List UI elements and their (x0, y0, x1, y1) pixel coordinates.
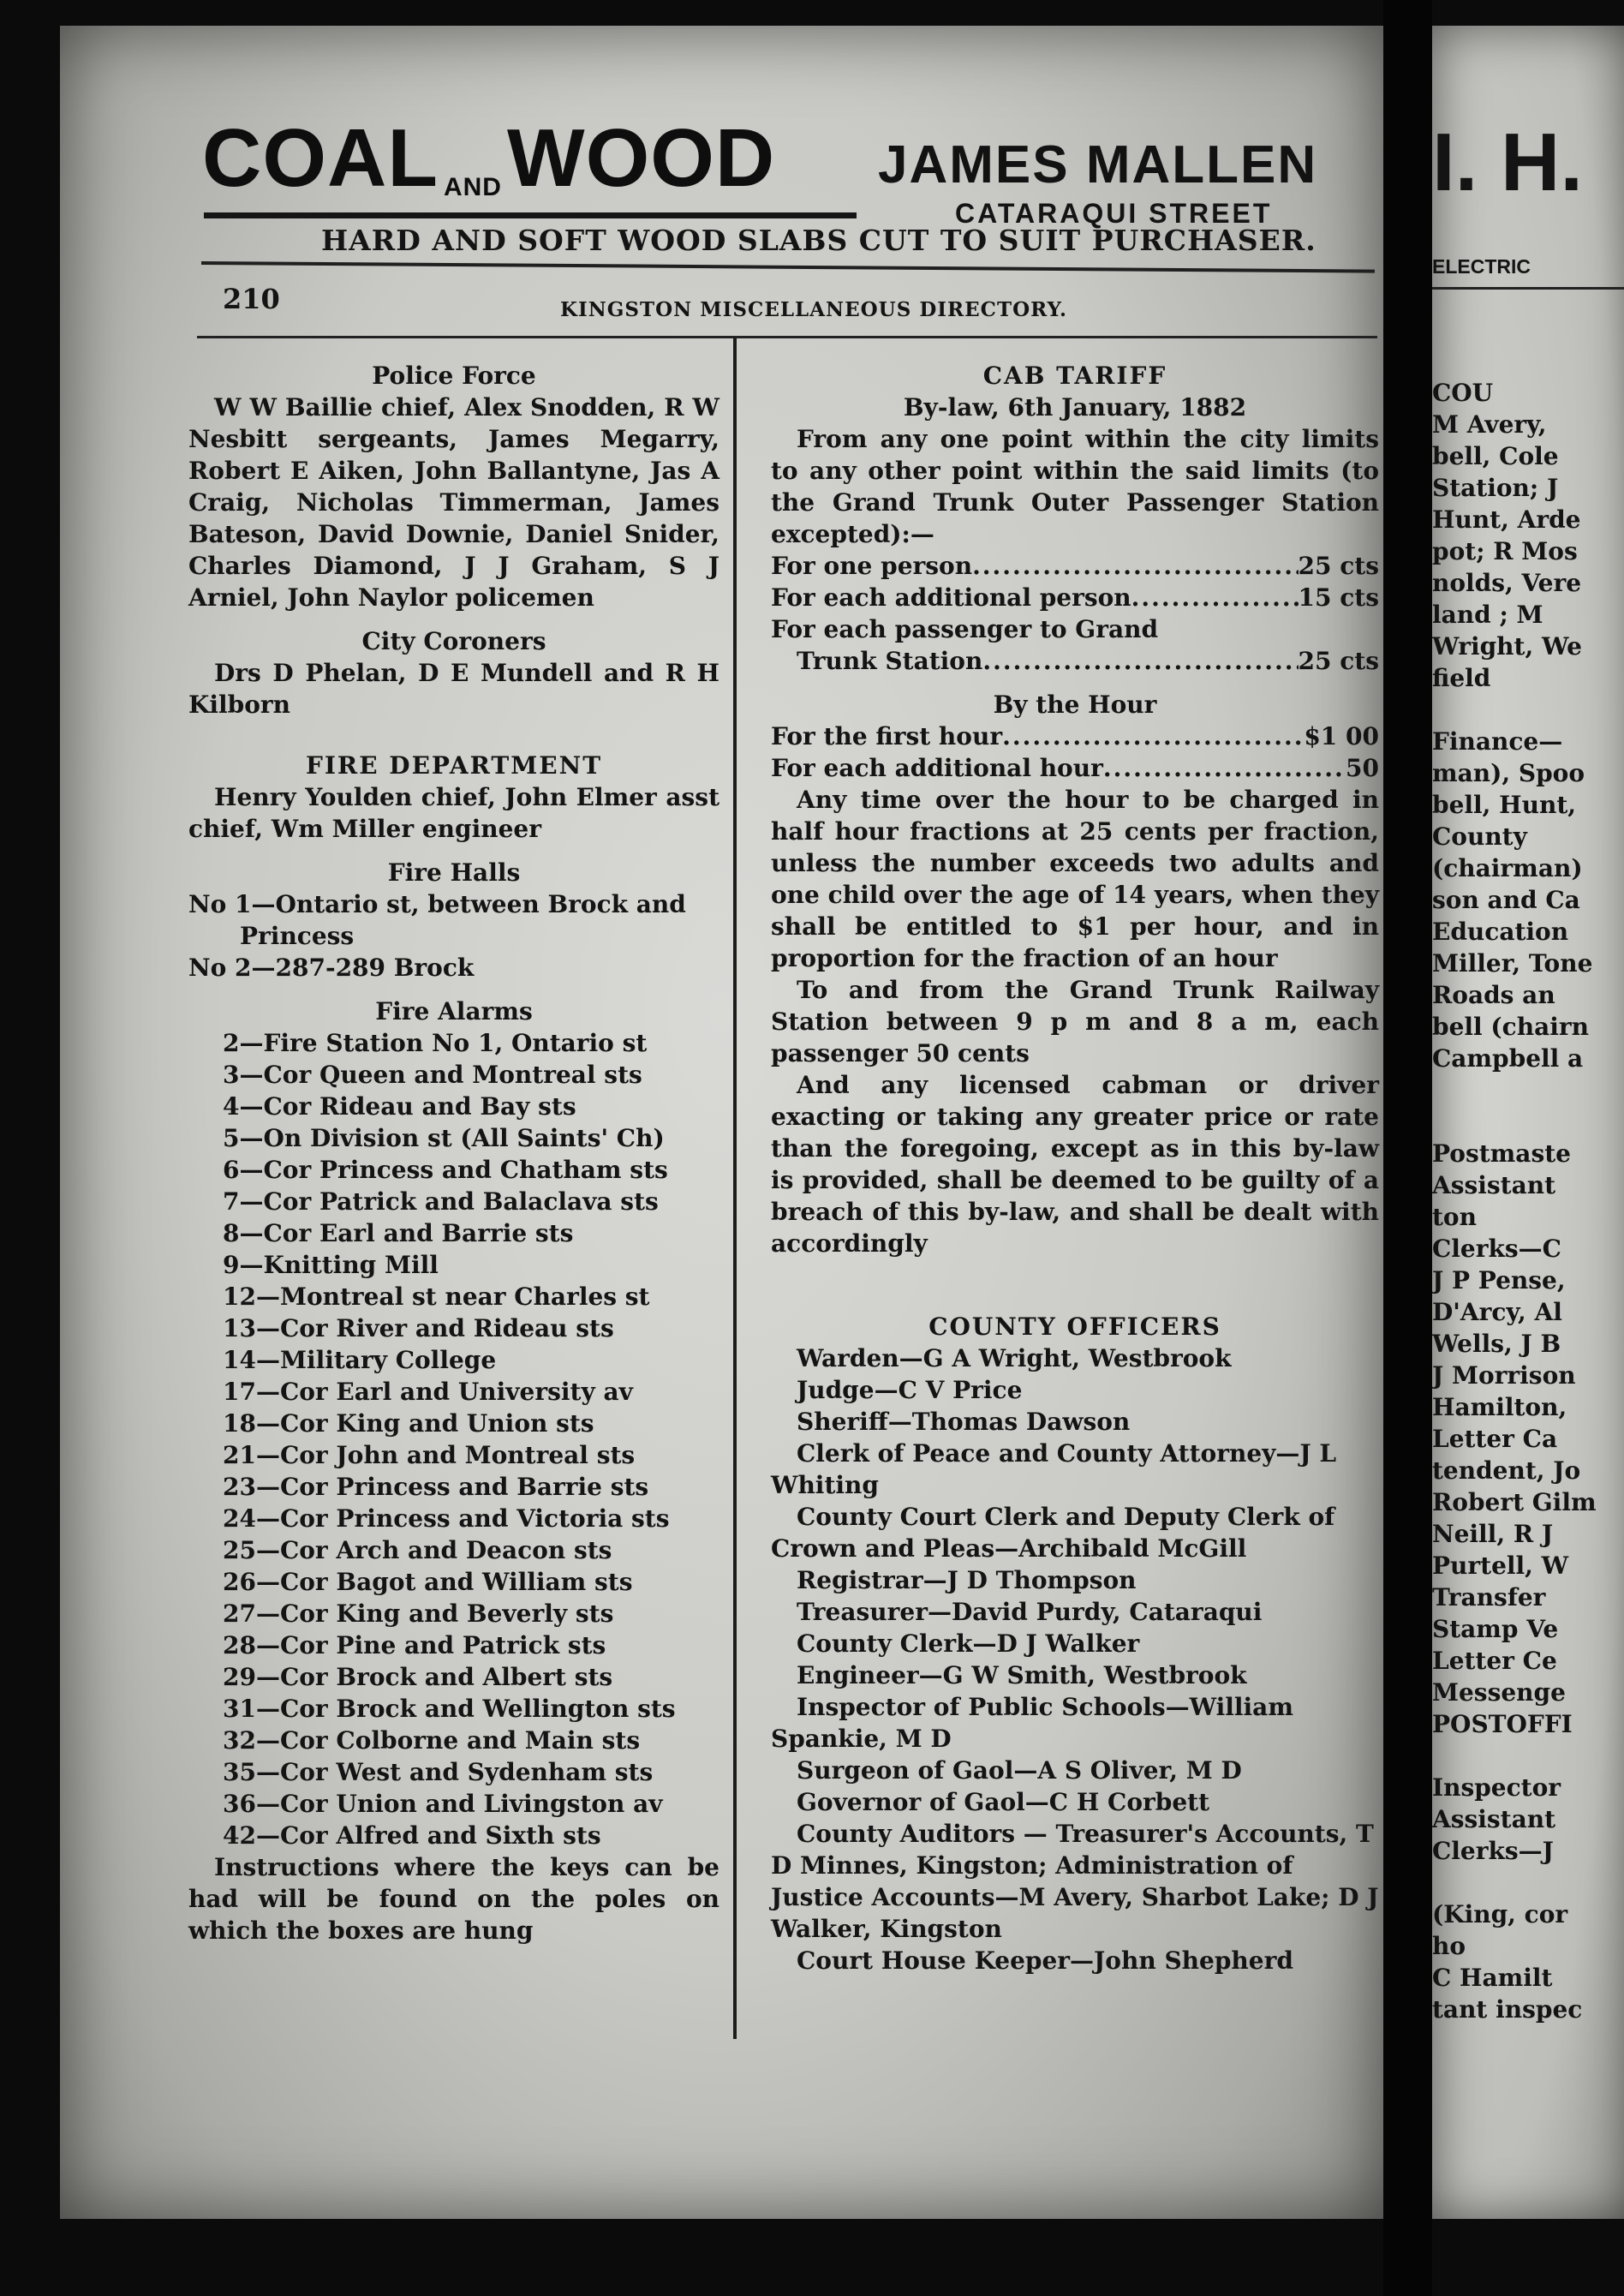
fire-department-text: Henry Youlden chief, John Elmer asst chief, Wm Miller engineer (188, 783, 719, 843)
officer-item: Judge—C V Price (797, 1376, 1023, 1404)
alarm-item: 8—Cor Earl and Barrie sts (223, 1219, 574, 1247)
cabman-paragraph: And any licensed cabman or driver exacting or taking any greater price or rate than the foregoing, except as in this by-law is provided, shall be deemed to be guilty of a breach of this by-law, and shall be dealt with accordingly (771, 1071, 1379, 1258)
rate-value: 25 cts (1298, 647, 1379, 675)
adjacent-line: Postmaste (1432, 1139, 1571, 1168)
alarm-item: 3—Cor Queen and Montreal sts (223, 1061, 642, 1089)
running-head: KINGSTON MISCELLANEOUS DIRECTORY. (560, 298, 1067, 321)
alarm-item: 25—Cor Arch and Deacon sts (223, 1536, 612, 1564)
rate-label: Trunk Station (797, 647, 983, 675)
alarm-instructions: Instructions where the keys can be had will be found on the poles on which the boxes are hung (188, 1853, 719, 1945)
adjacent-rule (1432, 287, 1624, 290)
adjacent-line: (chairman) (1432, 854, 1583, 882)
adjacent-line: Wright, We (1432, 632, 1582, 661)
adjacent-line: son and Ca (1432, 886, 1580, 914)
rate-value: 15 cts (1298, 583, 1379, 612)
rate-label: For the first hour (771, 722, 1003, 750)
rate-value: $1 00 (1304, 722, 1379, 750)
fire-hall-item: No 1—Ontario st, between Brock and Princess (188, 890, 686, 950)
hour-paragraph: Any time over the hour to be charged in half hour fractions at 25 cents per fraction, unless the number exceeds two adults and one child over the age of 14 years, when they shall be entitled to $1 per hour, and in proportion for the fraction of an hour (771, 786, 1379, 972)
alarm-item: 17—Cor Earl and University av (223, 1378, 633, 1406)
adjacent-line: Transfer (1432, 1583, 1546, 1611)
alarm-item: 32—Cor Colborne and Main sts (223, 1726, 641, 1755)
adjacent-line: Miller, Tone (1432, 949, 1593, 978)
adjacent-line: Station; J (1432, 474, 1559, 502)
alarm-item: 21—Cor John and Montreal sts (223, 1441, 636, 1469)
adjacent-line: ton (1432, 1203, 1477, 1231)
adjacent-line: Purtell, W (1432, 1552, 1569, 1580)
police-heading: Police Force (372, 362, 536, 390)
officer-item: County Clerk—D J Walker (797, 1629, 1140, 1658)
ad-wood-word: WOOD (506, 112, 776, 204)
adjacent-line: Robert Gilm (1432, 1488, 1597, 1516)
cab-intro: From any one point within the city limits to any other point within the said limits (to the Grand Trunk Outer Passenger Station excepted):— (771, 425, 1379, 548)
rate-row (771, 550, 1379, 582)
adjacent-line: field (1432, 664, 1491, 692)
county-officers-list (771, 1342, 1379, 1976)
adjacent-line: Assistant (1432, 1805, 1556, 1833)
officer-item: Court House Keeper—John Shepherd (797, 1946, 1293, 1975)
coal-and-wood-ad (202, 103, 870, 214)
cab-tariff-heading: CAB TARIFF (982, 362, 1167, 390)
header-rule (201, 261, 1375, 273)
rate-value: 25 cts (1298, 552, 1379, 580)
ad-coal-word: COAL (202, 112, 439, 204)
ad-street: CATARAQUI STREET (955, 198, 1273, 229)
adjacent-line: Letter Ca (1432, 1425, 1558, 1453)
page-number: 210 (223, 283, 280, 315)
railway-paragraph: To and from the Grand Trunk Railway Station between 9 p m and 8 a m, each passenger 50 cents (771, 976, 1379, 1067)
alarm-item: 24—Cor Princess and Victoria sts (223, 1504, 670, 1533)
adjacent-line: Education (1432, 918, 1569, 946)
officer-item: Surgeon of Gaol—A S Oliver, M D (797, 1756, 1242, 1785)
alarm-item: 14—Military College (223, 1346, 497, 1374)
alarm-item: 35—Cor West and Sydenham sts (223, 1758, 654, 1786)
column-divider (733, 338, 737, 2039)
directory-page (60, 26, 1383, 2219)
coroners-heading: City Coroners (361, 627, 546, 655)
fire-halls-heading: Fire Halls (387, 858, 521, 887)
officer-item: Governor of Gaol—C H Corbett (797, 1788, 1210, 1816)
alarm-item: 31—Cor Brock and Wellington sts (223, 1695, 676, 1723)
adjacent-ad-subtitle: ELECTRIC (1432, 255, 1531, 278)
officer-item: Clerk of Peace and County Attorney—J L Whiting (771, 1439, 1337, 1499)
adjacent-line: D'Arcy, Al (1432, 1298, 1562, 1326)
adjacent-line (1432, 1867, 1624, 1898)
adjacent-line: Assistant (1432, 1171, 1556, 1199)
adjacent-line: bell, Cole (1432, 442, 1559, 470)
adjacent-line: bell, Hunt, (1432, 791, 1577, 819)
adjacent-line: M Avery, (1432, 410, 1547, 439)
alarm-item: 29—Cor Brock and Albert sts (223, 1663, 613, 1691)
rate-row (771, 720, 1379, 752)
rate-label: For one person (771, 552, 973, 580)
officer-item: Inspector of Public Schools—William Spankie, M D (771, 1693, 1293, 1753)
adjacent-line: Neill, R J (1432, 1520, 1554, 1548)
adjacent-line: POSTOFFI (1432, 1710, 1573, 1738)
adjacent-line: J P Pense, (1432, 1266, 1566, 1294)
police-text: W W Baillie chief, Alex Snodden, R W Nesbitt sergeants, James Megarry, Robert E Aiken, John Ballantyne, Jas A Craig, Nicholas Timmerman, James Bateson, David Downie, Daniel Snider, Charles Diamond, J J Graham, S J Arniel, John Naylor policemen (188, 393, 719, 612)
alarm-item: 23—Cor Princess and Barrie sts (223, 1473, 649, 1501)
adjacent-line: C Hamilt (1432, 1964, 1553, 1992)
alarm-item: 27—Cor King and Beverly sts (223, 1599, 614, 1628)
adjacent-column (1432, 377, 1624, 2025)
rate-row (771, 613, 1379, 645)
adjacent-line (1432, 1106, 1624, 1138)
rate-value: 50 (1346, 754, 1379, 782)
adjacent-line: County (1432, 822, 1527, 851)
adjacent-line: Wells, J B (1432, 1330, 1561, 1358)
middle-column (771, 360, 1379, 1976)
alarm-item: 7—Cor Patrick and Balaclava sts (223, 1187, 659, 1216)
adjacent-ad-title: I. H. (1432, 117, 1584, 208)
adjacent-line: Inspector (1432, 1773, 1561, 1802)
adjacent-line: Clerks—J (1432, 1837, 1554, 1865)
adjacent-line: Roads an (1432, 981, 1555, 1009)
adjacent-line (1432, 1740, 1624, 1772)
adjacent-page-fragment (1432, 26, 1624, 2219)
coroners-text: Drs D Phelan, D E Mundell and R H Kilborn (188, 659, 719, 719)
adjacent-line: nolds, Vere (1432, 569, 1582, 597)
alarm-item: 36—Cor Union and Livingston av (223, 1790, 663, 1818)
adjacent-line: pot; R Mos (1432, 537, 1578, 565)
officer-item: Registrar—J D Thompson (797, 1566, 1137, 1594)
officer-item: Engineer—G W Smith, Westbrook (797, 1661, 1247, 1689)
rate-label: For each additional hour (771, 754, 1103, 782)
alarm-item: 6—Cor Princess and Chatham sts (223, 1156, 668, 1184)
adjacent-line: Letter Ce (1432, 1647, 1557, 1675)
fire-department-heading: FIRE DEPARTMENT (305, 751, 603, 780)
alarm-item: 5—On Division st (All Saints' Ch) (223, 1124, 665, 1152)
alarm-item: 26—Cor Bagot and William sts (223, 1568, 633, 1596)
alarm-item: 2—Fire Station No 1, Ontario st (223, 1029, 648, 1057)
rate-row (771, 582, 1379, 613)
adjacent-line: land ; M (1432, 601, 1543, 629)
adjacent-line: bell (chairn (1432, 1013, 1589, 1041)
adjacent-line: Stamp Ve (1432, 1615, 1559, 1643)
alarm-item: 12—Montreal st near Charles st (223, 1283, 650, 1311)
adjacent-line: Campbell a (1432, 1044, 1584, 1073)
alarm-item: 9—Knitting Mill (223, 1251, 439, 1279)
fire-alarms-heading: Fire Alarms (375, 997, 533, 1025)
adjacent-line: Hunt, Arde (1432, 505, 1581, 534)
adjacent-line: COU (1432, 379, 1494, 407)
officer-item: Warden—G A Wright, Westbrook (797, 1344, 1232, 1372)
officer-item: County Court Clerk and Deputy Clerk of Crown and Pleas—Archibald McGill (771, 1503, 1335, 1563)
fire-hall-item: No 2—287-289 Brock (188, 954, 475, 982)
adjacent-line: tant inspec (1432, 1995, 1583, 2024)
rate-label: For each passenger to Grand (771, 615, 1159, 643)
adjacent-line (1432, 694, 1624, 726)
adjacent-line: Clerks—C (1432, 1235, 1561, 1263)
rate-label: For each additional person (771, 583, 1131, 612)
officer-item: Sheriff—Thomas Dawson (797, 1408, 1131, 1436)
rate-row (771, 645, 1379, 677)
adjacent-line: ho (1432, 1932, 1466, 1960)
ad-james-mallen: JAMES MALLEN (878, 135, 1318, 194)
fire-alarms-list (188, 1027, 719, 1851)
left-column (188, 360, 719, 1946)
adjacent-line: man), Spoo (1432, 759, 1585, 787)
ad-underline (204, 212, 857, 218)
county-officers-heading: COUNTY OFFICERS (928, 1312, 1221, 1341)
adjacent-line: Messenge (1432, 1678, 1566, 1707)
adjacent-line: Finance— (1432, 727, 1563, 756)
adjacent-line (1432, 1074, 1624, 1106)
alarm-item: 42—Cor Alfred and Sixth sts (223, 1821, 601, 1850)
book-gutter (1383, 0, 1432, 2296)
running-head-rule (197, 336, 1377, 338)
rate-row (771, 752, 1379, 784)
adjacent-line: (King, cor (1432, 1900, 1568, 1928)
ad-and-word: AND (443, 173, 502, 201)
officer-item: County Auditors — Treasurer's Accounts, T D Minnes, Kingston; Administration of Justice Accounts—M Avery, Sharbot Lake; D J Walker, Kingston (771, 1820, 1379, 1943)
bylaw-date: By-law, 6th January, 1882 (903, 393, 1247, 422)
alarm-item: 13—Cor River and Rideau sts (223, 1314, 614, 1342)
adjacent-line: Hamilton, (1432, 1393, 1567, 1421)
adjacent-line: tendent, Jo (1432, 1456, 1581, 1485)
adjacent-line: J Morrison (1432, 1361, 1576, 1390)
ad-slabs-line: HARD AND SOFT WOOD SLABS CUT TO SUIT PURCHASER. (321, 224, 1317, 257)
officer-item: Treasurer—David Purdy, Cataraqui (797, 1598, 1263, 1626)
alarm-item: 4—Cor Rideau and Bay sts (223, 1092, 576, 1121)
by-the-hour-heading: By the Hour (993, 691, 1157, 719)
alarm-item: 18—Cor King and Union sts (223, 1409, 594, 1438)
alarm-item: 28—Cor Pine and Patrick sts (223, 1631, 606, 1659)
